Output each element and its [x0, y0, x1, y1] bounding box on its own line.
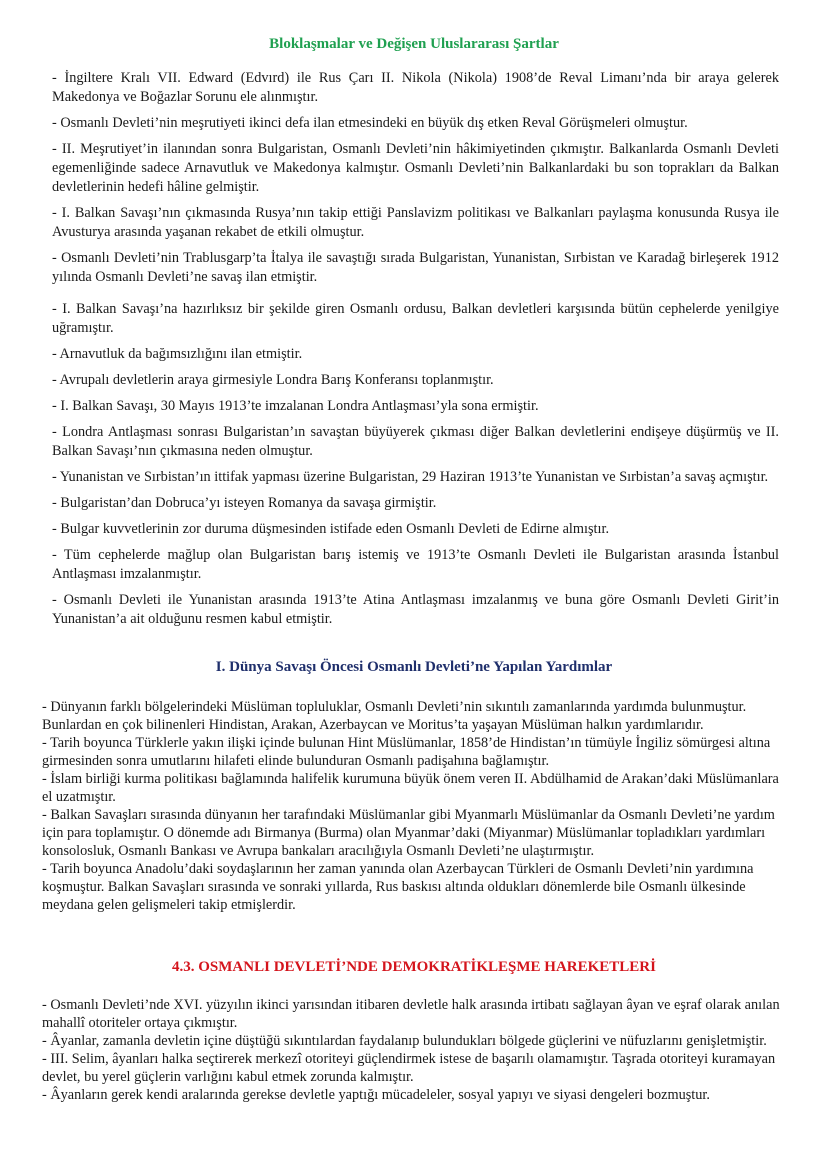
- paragraph: - III. Selim, âyanları halka seçtirerek merkezî otoriteyi güçlendirmek istese de başarılı olamamıştır. Taşrada otoriteyi kuramayan devlet, bu yerel güçlerin varlığını kabul etmek zorunda kalmıştır.: [42, 1051, 776, 1085]
- paragraph: - İngiltere Kralı VII. Edward (Edvırd) ile Rus Çarı II. Nikola (Nikola) 1908’de Reval Limanı’nda bir araya gelerek Makedonya ve Boğazlar Sorunu ele alınmıştır.: [52, 70, 779, 105]
- paragraph: - Osmanlı Devleti’nin meşrutiyeti ikinci defa ilan etmesindeki en büyük dış etken Reval Görüşmeleri olmuştur.: [52, 115, 688, 131]
- section-demokratiklesme-body: [42, 996, 792, 1104]
- paragraph: - Bulgaristan’dan Dobruca’yı isteyen Romanya da savaşa girmiştir.: [52, 495, 437, 511]
- paragraph: - Tarih boyunca Türklerle yakın ilişki içinde bulunan Hint Müslümanlar, 1858’de Hindistan’ın tümüyle İngiliz sömürgesi altına girmesinden sonra umutlarını hilafeti elinde bulunduran Osmanlı padişahına bağlamıştır.: [42, 735, 771, 769]
- paragraph: - Âyanlar, zamanla devletin içine düştüğü sıkıntılardan faydalanıp bulundukları bölgede güçlerini ve nüfuzlarını genişletmiştir.: [42, 1033, 767, 1049]
- section-title-demokratiklesme: 4.3. OSMANLI DEVLETİ’NDE DEMOKRATİKLEŞME HAREKETLERİ: [172, 959, 656, 975]
- section-yardimlar-body: [42, 698, 792, 914]
- paragraph: - Dünyanın farklı bölgelerindeki Müslüman topluluklar, Osmanlı Devleti’nin sıkıntılı zamanlarında yardımda bulunmuştur. Bunlardan en çok bilinenleri Hindistan, Arakan, Azerbaycan ve Moritus’ta yaşayan Müslüman halkın yardımlarıdır.: [42, 699, 747, 733]
- section-title-yardimlar: I. Dünya Savaşı Öncesi Osmanlı Devleti’ne Yapılan Yardımlar: [215, 659, 613, 675]
- paragraph: - Londra Antlaşması sonrası Bulgaristan’ın savaştan büyüyerek çıkması diğer Balkan devletlerini endişeye düşürmüş ve II. Balkan Savaşı’nın çıkmasına neden olmuştur.: [52, 424, 779, 459]
- section-bloklasmalar-body: [52, 69, 779, 636]
- paragraph: - Osmanlı Devleti ile Yunanistan arasında 1913’te Atina Antlaşması imzalanmış ve buna göre Osmanlı Devleti Girit’in Yunanistan’a ait olduğunu resmen kabul etmiştir.: [52, 592, 779, 627]
- paragraph: - Tarih boyunca Anadolu’daki soydaşlarının her zaman yanında olan Azerbaycan Türkleri de Osmanlı Devleti’nin yardımına koşmuştur. Balkan Savaşları sırasında ve sonraki yıllarda, Rus baskısı altında oldukları dönemlerde bile Osmanlı ülkesinde meydana gelen gelişmeleri takip etmişlerdir.: [42, 861, 754, 913]
- paragraph: - Osmanlı Devleti’nin Trablusgarp’ta İtalya ile savaştığı sırada Bulgaristan, Yunanistan, Sırbistan ve Karadağ birleşerek 1912 yılında Osmanlı Devleti’ne savaş ilan etmiştir.: [52, 250, 779, 285]
- paragraph: - I. Balkan Savaşı, 30 Mayıs 1913’te imzalanan Londra Antlaşması’yla sona ermiştir.: [52, 398, 539, 414]
- paragraph: - Avrupalı devletlerin araya girmesiyle Londra Barış Konferansı toplanmıştır.: [52, 372, 494, 388]
- section-title-bloklasmalar: Bloklaşmalar ve Değişen Uluslararası Şartlar: [269, 36, 559, 52]
- paragraph: - Arnavutluk da bağımsızlığını ilan etmiştir.: [52, 346, 303, 362]
- paragraph: - II. Meşrutiyet’in ilanından sonra Bulgaristan, Osmanlı Devleti’nin hâkimiyetinden çıkmıştır. Balkanlarda Osmanlı Devleti egemenliğinde sadece Arnavutluk ve Makedonya kalmıştır. Osmanlı Devleti’nin Balkanlardaki bu son toprakları da Balkan devletlerinin hedefi hâline gelmiştir.: [52, 141, 779, 195]
- paragraph: - Tüm cephelerde mağlup olan Bulgaristan barış istemiş ve 1913’te Osmanlı Devleti ile Bulgaristan arasında İstanbul Antlaşması imzalanmıştır.: [52, 547, 779, 582]
- paragraph: - Bulgar kuvvetlerinin zor duruma düşmesinden istifade eden Osmanlı Devleti de Edirne almıştır.: [52, 521, 610, 537]
- paragraph: - Osmanlı Devleti’nde XVI. yüzyılın ikinci yarısından itibaren devletle halk arasında irtibatı sağlayan âyan ve eşraf olarak anılan mahallî otoriteler ortaya çıkmıştır.: [42, 997, 780, 1031]
- paragraph: - Balkan Savaşları sırasında dünyanın her tarafındaki Müslümanlar gibi Myanmarlı Müslümanlar da Osmanlı Devleti’ne yardım için para toplamıştır. O dönemde adı Birmanya (Burma) olan Myanmar’daki (Miyanmar) Müslümanlar topladıkları yardımları konsolosluk, Osmanlı Bankası ve Avrupa bankaları aracılığıyla Osmanlı Devleti’ne ulaştırmıştır.: [42, 807, 775, 859]
- paragraph: - I. Balkan Savaşı’nın çıkmasında Rusya’nın takip ettiği Panslavizm politikası ve Balkanları paylaşma konusunda Rusya ile Avusturya arasında yaşanan rekabet de etkili olmuştur.: [52, 205, 779, 240]
- paragraph: - İslam birliği kurma politikası bağlamında halifelik kurumuna büyük önem veren II. Abdülhamid de Arakan’daki Müslümanlara el uzatmıştır.: [42, 771, 779, 805]
- paragraph: - Âyanların gerek kendi aralarında gerekse devletle yaptığı mücadeleler, sosyal yapıyı ve siyasi dengeleri bozmuştur.: [42, 1087, 710, 1103]
- paragraph: - I. Balkan Savaşı’na hazırlıksız bir şekilde giren Osmanlı ordusu, Balkan devletleri karşısında bütün cephelerde yenilgiye uğramıştır.: [52, 301, 779, 336]
- paragraph: - Yunanistan ve Sırbistan’ın ittifak yapması üzerine Bulgaristan, 29 Haziran 1913’te Yunanistan ve Sırbistan’a savaş açmıştır.: [52, 469, 769, 485]
